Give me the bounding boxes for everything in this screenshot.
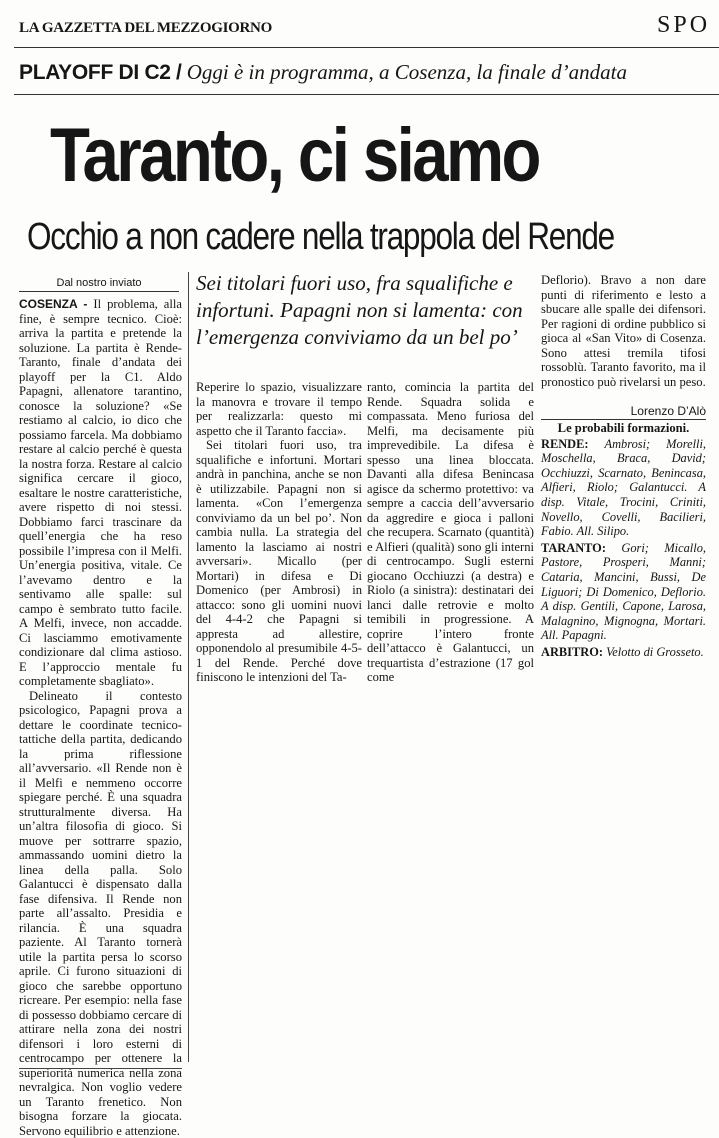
dateline: COSENZA - — [19, 297, 87, 311]
column-end-rule — [19, 1068, 182, 1069]
paragraph: Sei titolari fuori uso, tra squalifiche e infortuni. Mortari andrà in panchina, anche se non è utilizzabile. Papagni non si lamenta. «Con l’emergenza conviviamo da un bel po’. Non cambia nulla. La strategia del lamento la lasciamo ai nostri avversari». Micallo (per Mortari) in difesa e Di Domenico (per Ambrosi) in attacco: sono gli uomini nuovi del 4-4-2 che Papagni si appresta ad allestire, opponendolo al presumibile 4-5-1 del Rende. Perché dove finiscono le intenzioni del Ta- — [196, 438, 362, 685]
team-players: Ambrosi; Morelli, Moschella, Braca, David; Occhiuzzi, Scarnato, Benincasa, Alfieri, Riolo; Galantucci. A disp. Vitale, Trocini, Criniti, Novello, Covelli, Bacilieri, Fabio. All. Silipo. — [541, 437, 706, 539]
paragraph: Reperire lo spazio, visualizzare la manovra e trovare il tempo per realizzarla: questo mi aspetto che il Taranto faccia». — [196, 380, 362, 438]
team-label: RENDE: — [541, 437, 589, 451]
referee-label: ARBITRO: — [541, 645, 603, 659]
lineups-title: Le probabili formazioni. — [541, 421, 706, 436]
paragraph: ranto, comincia la partita del Rende. Squadra solida e compassata. Meno furiosa del Melfi, ma decisamente più imprevedibile. La difesa è spesso una linea bloccata. Davanti alla difesa Benincasa agisce da schermo protettivo: va sempre a caccia dell’avversario da aggredire e gioca i palloni che recupera. Scarnato (quantità) e Alfieri (qualità) sono gli interni di centrocampo. Sugli esterni giocano Occhiuzzi (a destra) e Riolo (a sinistra): destinatari dei lanci dalle retrovie e molto temibili in progressione. A coprire l’intero fronte dell’attacco è Galantucci, un trequartista d’estrazione (17 gol come — [367, 380, 534, 685]
kicker-rule — [14, 94, 719, 95]
masthead: LA GAZZETTA DEL MEZZOGIORNO — [19, 20, 272, 37]
lineup-taranto — [541, 541, 706, 643]
byline-correspondent: Dal nostro inviato — [19, 277, 179, 292]
section-label: SPO — [657, 12, 710, 39]
masthead-rule — [14, 47, 719, 48]
article-column-1 — [19, 297, 182, 1138]
lineups-box — [541, 421, 706, 662]
team-players: Gori; Micallo, Pastore, Prosperi, Manni; Cataria, Mancini, Bussi, De Liguori; Di Domenico, Deflorio. A disp. Gentili, Capone, Larosa, Malagnino, Mignogna, Mortari. All. Papagni. — [541, 541, 706, 643]
kicker — [19, 60, 627, 85]
lineup-rende — [541, 437, 706, 539]
kicker-label: PLAYOFF DI C2 — [19, 61, 171, 84]
lineup-referee — [541, 645, 706, 660]
author-signature: Lorenzo D’Alò — [541, 404, 706, 420]
column-divider — [188, 272, 189, 1062]
article-column-4 — [541, 273, 706, 389]
team-label: TARANTO: — [541, 541, 606, 555]
paragraph — [19, 297, 182, 689]
referee-name: Velotto di Grosseto. — [606, 645, 704, 659]
article-column-3 — [367, 380, 534, 685]
article-column-2 — [196, 380, 362, 685]
paragraph: Deflorio). Bravo a non dare punti di riferimento e lesto a sbucare alle spalle dei difensori. Per ragioni di ordine pubblico si gioca al «San Vito» di Cosenza. Sono attesi tremila tifosi rossoblù. Taranto favorito, ma il pronostico può rivelarsi un peso. — [541, 273, 706, 389]
paragraph: Delineato il contesto psicologico, Papagni prova a dettare le coordinate tecnico-tattiche della partita, dedicando la prima riflessione all’avversario. «Il Rende non è il Melfi e nemmeno occorre spiegare perché. È una squadra strutturalmente diversa. Ha un’altra filosofia di gioco. Si muove per sottrarre spazio, ammassando uomini dietro la linea della palla. Solo Galantucci è dispensato dalla fase difensiva. Il Rende non parte all’assalto. Presidia e rilancia. È una squadra paziente. Al Taranto tornerà utile la partita persa lo scorso aprile. Ci furono situazioni di gioco che sarebbe opportuno ricreare. Per esempio: nella fase di possesso dobbiamo cercare di attirare nella zona dei nostri difensori i loro esterni di centrocampo per ottenere la superiorità numerica nella zona nevralgica. Non voglio vedere un Taranto frenetico. Non bisogna forzare la giocata. Servono equilibrio e attenzione. — [19, 689, 182, 1138]
kicker-text: Oggi è in programma, a Cosenza, la finale d’andata — [187, 60, 627, 84]
paragraph-text: Il problema, alla fine, è sempre tecnico. Cioè: arriva la partita e pretende la soluzione. La partita è Rende-Taranto, finale d’andata dei playoff per la C1. Aldo Papagni, allenatore tarantino, conosce la soluzione? «Se restiamo al calcio, io dico che possiamo farcela. Ma dobbiamo restare al calcio perché è questa la nostra forza. Restare al calcio significa cercare il gioco, esaltare le nostre caratteristiche, avere rispetto di noi stessi. Dobbiamo farci trascinare da quell’energia che ha reso possibile l’impresa con il Melfi. Un’energia positiva, vitale. Ce l’avevamo dentro e la sentivamo alle spalle: sul campo è sembrato tutto facile. A Melfi, invece, non accadde. Ci lasciammo emotivamente condizionare dal clima astioso. E l’approccio mentale fu completamente sbagliato». — [19, 297, 182, 688]
kicker-separator: / — [176, 61, 182, 84]
headline: Taranto, ci siamo — [50, 118, 539, 194]
summary-deck: Sei titolari fuori uso, fra squalifiche e infortuni. Papagni non si lamenta: con l’emergenza conviviamo da un bel po’ — [196, 270, 536, 351]
subheadline: Occhio a non cadere nella trappola del Rende — [27, 218, 614, 256]
